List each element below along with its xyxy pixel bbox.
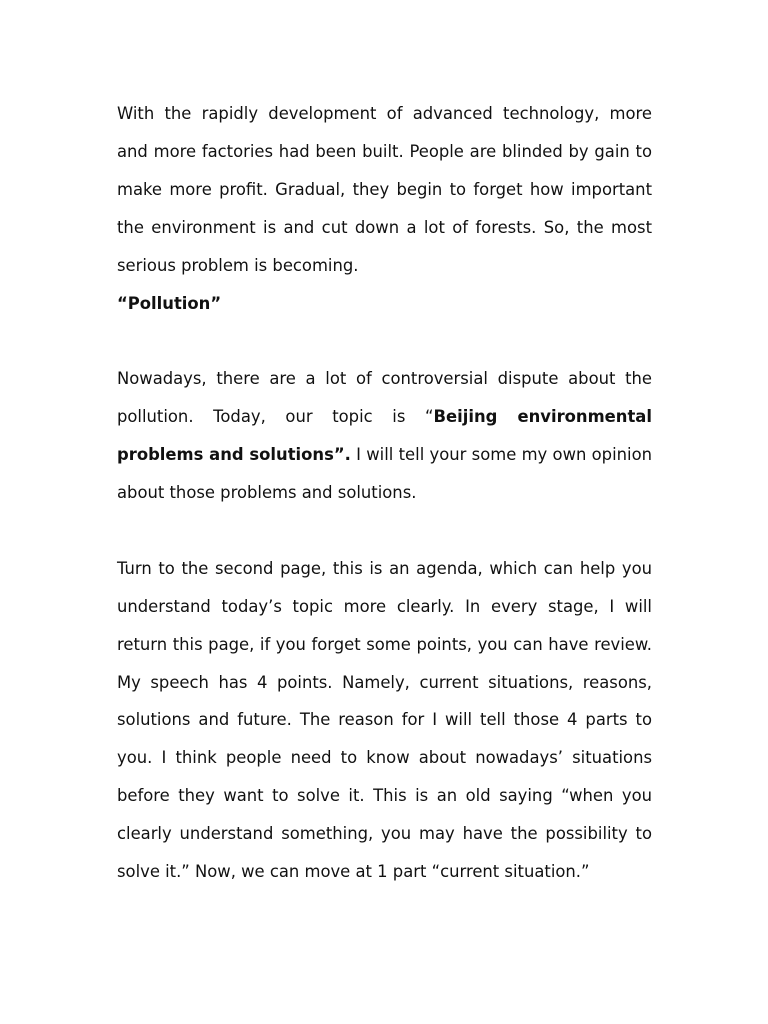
paragraph-agenda-text: Turn to the second page, this is an agenda, which can help you understand today’s topic more clearly. In every stage, I will return this page, if you forget some points, you can have review. My speech has 4 points. Namely, current situations, reasons, solutions and future. The reason for I will tell those 4 parts to you. I think people need to know about nowadays’ situations before they want to solve it. This is an old saying “when you clearly understand something, you may have the possibility to solve it.” Now, we can move at 1 part “current situation.” (117, 558, 652, 882)
document-body (117, 95, 652, 929)
paragraph-topic (117, 360, 652, 512)
paragraph-agenda (117, 550, 652, 891)
paragraph-intro (117, 95, 652, 322)
paragraph-topic-after: I will tell your some my own opinion about those problems and solutions. (117, 445, 652, 503)
paragraph-intro-text: With the rapidly development of advanced technology, more and more factories had been built. People are blinded by gain to make more profit. Gradual, they begin to forget how important the environment is and cut down a lot of forests. So, the most serious problem is becoming. (117, 104, 652, 275)
topic-title: Beijing environmental problems and solutions”. (117, 407, 652, 465)
paragraph-topic-before: Nowadays, there are a lot of controversial dispute about the pollution. Today, our topic is “ (117, 369, 652, 427)
pollution-heading: “Pollution” (117, 293, 222, 313)
